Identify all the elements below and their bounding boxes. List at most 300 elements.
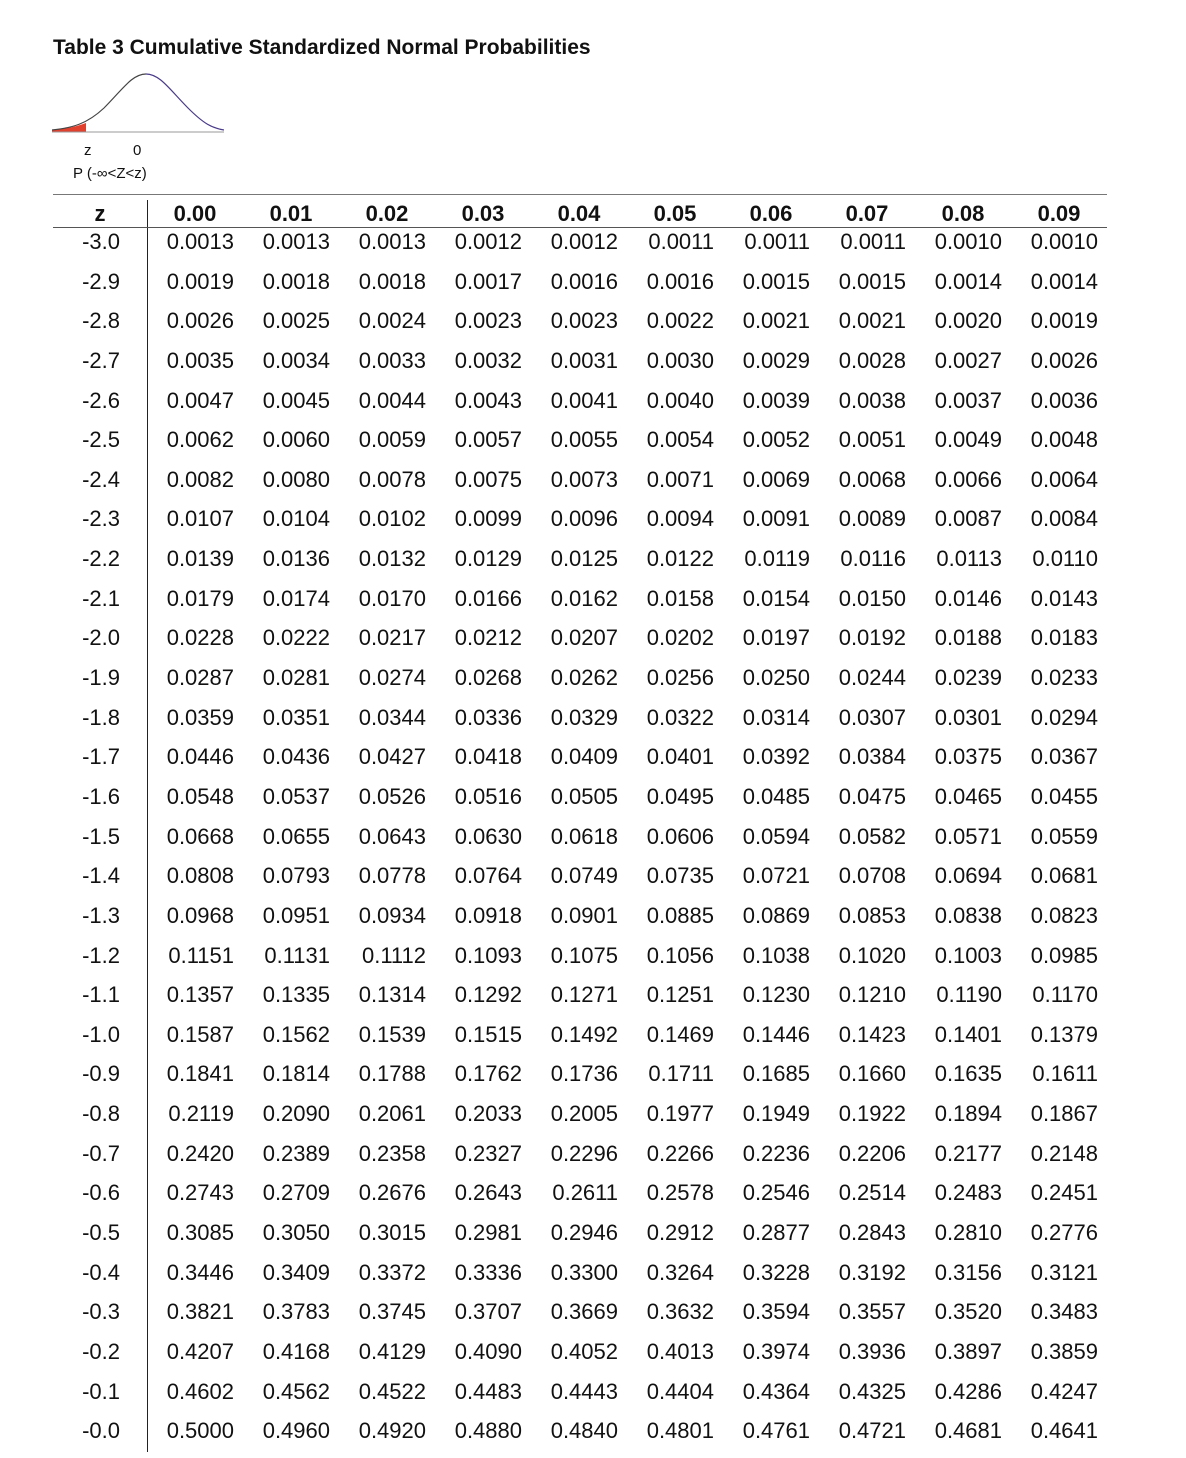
probability-table [0,229,1186,1458]
probability-cell: 0.2514 [838,1180,906,1206]
probability-cell: 0.1170 [1032,982,1098,1008]
table-row [0,1061,1186,1101]
probability-cell: 0.0359 [166,704,234,730]
probability-cell: 0.0062 [166,427,234,453]
probability-cell: 0.0618 [550,823,618,849]
probability-cell: 0.0084 [1030,506,1098,532]
probability-cell: 0.0012 [454,229,522,254]
probability-cell: 0.0668 [166,823,234,849]
probability-cell: 0.0011 [648,229,714,254]
probability-cell: 0.0192 [838,625,906,651]
probability-cell: 0.2206 [838,1140,906,1166]
probability-cell: 0.0901 [550,902,618,928]
probability-cell: 0.3859 [1030,1338,1098,1364]
probability-cell: 0.1075 [550,942,618,968]
probability-cell: 0.0136 [262,546,330,572]
probability-cell: 0.2709 [262,1180,330,1206]
probability-cell: 0.3121 [1030,1259,1098,1285]
probability-cell: 0.0162 [550,585,618,611]
probability-cell: 0.2266 [646,1140,714,1166]
column-header: 0.03 [461,201,505,226]
probability-cell: 0.1515 [454,1021,522,1047]
probability-cell: 0.0301 [934,704,1002,730]
probability-cell: 0.0526 [358,783,426,809]
probability-cell: 0.4801 [646,1418,714,1444]
probability-cell: 0.4641 [1030,1418,1098,1444]
curve-right [146,74,224,130]
probability-cell: 0.3974 [742,1338,810,1364]
probability-cell: 0.0968 [166,902,234,928]
probability-cell: 0.3085 [166,1220,234,1246]
probability-cell: 0.0207 [550,625,618,651]
normal-curve-figure [52,72,224,136]
probability-cell: 0.0107 [166,506,234,532]
probability-cell: 0.0274 [358,665,426,691]
probability-cell: 0.0571 [934,823,1002,849]
probability-cell: 0.3632 [646,1299,714,1325]
probability-cell: 0.0329 [550,704,618,730]
probability-cell: 0.0485 [742,783,810,809]
probability-cell: 0.1841 [166,1061,234,1087]
probability-cell: 0.2981 [454,1220,522,1246]
z-value: -0.7 [82,1140,120,1166]
probability-cell: 0.4404 [646,1378,714,1404]
probability-cell: 0.2611 [552,1180,618,1206]
probability-cell: 0.0057 [454,427,522,453]
probability-cell: 0.0132 [358,546,426,572]
probability-cell: 0.0375 [934,744,1002,770]
z-value: -1.7 [82,744,120,770]
probability-cell: 0.0045 [262,387,330,413]
probability-cell: 0.3264 [646,1259,714,1285]
probability-cell: 0.0011 [744,229,810,254]
figure-probability-label: P (-∞<Z<z) [73,165,147,182]
probability-cell: 0.0869 [742,902,810,928]
probability-cell: 0.0026 [1030,347,1098,373]
probability-cell: 0.0043 [454,387,522,413]
probability-cell: 0.0116 [840,546,906,572]
probability-cell: 0.0606 [646,823,714,849]
probability-cell: 0.2810 [934,1220,1002,1246]
probability-cell: 0.0166 [454,585,522,611]
probability-cell: 0.0202 [646,625,714,651]
probability-cell: 0.0048 [1030,427,1098,453]
probability-cell: 0.0336 [454,704,522,730]
probability-cell: 0.0018 [262,268,330,294]
probability-cell: 0.0287 [166,665,234,691]
probability-cell: 0.1894 [934,1101,1002,1127]
probability-cell: 0.0096 [550,506,618,532]
probability-cell: 0.4325 [838,1378,906,1404]
probability-cell: 0.0505 [550,783,618,809]
table-row [0,546,1186,586]
probability-cell: 0.4681 [934,1418,1002,1444]
probability-cell: 0.0014 [934,268,1002,294]
probability-cell: 0.2546 [742,1180,810,1206]
probability-cell: 0.0281 [262,665,330,691]
probability-cell: 0.0262 [550,665,618,691]
table-row [0,824,1186,864]
probability-cell: 0.1423 [838,1021,906,1047]
probability-cell: 0.0351 [262,704,330,730]
probability-cell: 0.4129 [358,1338,426,1364]
probability-cell: 0.4602 [166,1378,234,1404]
probability-cell: 0.1230 [742,982,810,1008]
probability-cell: 0.0087 [934,506,1002,532]
probability-cell: 0.0475 [838,783,906,809]
probability-cell: 0.2912 [646,1220,714,1246]
column-header: 0.08 [941,201,985,226]
probability-cell: 0.3483 [1030,1299,1098,1325]
probability-cell: 0.0073 [550,466,618,492]
probability-cell: 0.0367 [1030,744,1098,770]
probability-cell: 0.0314 [742,704,810,730]
probability-cell: 0.4960 [262,1418,330,1444]
probability-cell: 0.0075 [454,466,522,492]
probability-cell: 0.0040 [646,387,714,413]
probability-cell: 0.0655 [262,823,330,849]
probability-cell: 0.1660 [838,1061,906,1087]
table-row [0,744,1186,784]
probability-cell: 0.0418 [454,744,522,770]
probability-cell: 0.0013 [262,229,330,254]
probability-cell: 0.4721 [838,1418,906,1444]
probability-cell: 0.4286 [934,1378,1002,1404]
probability-cell: 0.1038 [742,942,810,968]
z-value: -0.2 [82,1338,120,1364]
probability-cell: 0.0030 [646,347,714,373]
probability-cell: 0.2358 [358,1140,426,1166]
probability-cell: 0.2327 [454,1140,522,1166]
probability-cell: 0.4562 [262,1378,330,1404]
probability-cell: 0.0091 [742,506,810,532]
probability-cell: 0.0022 [646,308,714,334]
probability-cell: 0.2483 [934,1180,1002,1206]
probability-cell: 0.0099 [454,506,522,532]
probability-cell: 0.1788 [358,1061,426,1087]
probability-cell: 0.0037 [934,387,1002,413]
probability-cell: 0.2946 [550,1220,618,1246]
probability-cell: 0.0823 [1030,902,1098,928]
probability-cell: 0.0082 [166,466,234,492]
probability-cell: 0.0039 [742,387,810,413]
table-row [0,982,1186,1022]
probability-cell: 0.1922 [838,1101,906,1127]
probability-cell: 0.0089 [838,506,906,532]
column-header: 0.07 [845,201,889,226]
probability-cell: 0.4483 [454,1378,522,1404]
probability-cell: 0.0183 [1030,625,1098,651]
probability-cell: 0.0094 [646,506,714,532]
z-value: -2.5 [82,427,120,453]
probability-cell: 0.1736 [550,1061,618,1087]
probability-cell: 0.2420 [166,1140,234,1166]
probability-cell: 0.0838 [934,902,1002,928]
probability-cell: 0.2843 [838,1220,906,1246]
table-row [0,586,1186,626]
probability-cell: 0.3936 [838,1338,906,1364]
probability-cell: 0.3594 [742,1299,810,1325]
figure-zero-label: 0 [133,142,142,159]
probability-cell: 0.0129 [454,546,522,572]
table-row [0,1141,1186,1181]
table-row [0,863,1186,903]
probability-cell: 0.0047 [166,387,234,413]
probability-cell: 0.0055 [550,427,618,453]
header-z: z [94,201,106,226]
probability-cell: 0.0778 [358,863,426,889]
probability-cell: 0.0020 [934,308,1002,334]
probability-cell: 0.1379 [1030,1021,1098,1047]
probability-cell: 0.0139 [166,546,234,572]
probability-cell: 0.0102 [358,506,426,532]
probability-cell: 0.0294 [1030,704,1098,730]
probability-cell: 0.2776 [1030,1220,1098,1246]
probability-cell: 0.3015 [358,1220,426,1246]
probability-cell: 0.0495 [646,783,714,809]
probability-cell: 0.0059 [358,427,426,453]
probability-cell: 0.0025 [262,308,330,334]
probability-cell: 0.0681 [1030,863,1098,889]
probability-cell: 0.0038 [838,387,906,413]
probability-cell: 0.0749 [550,863,618,889]
probability-cell: 0.3228 [742,1259,810,1285]
probability-cell: 0.0735 [646,863,714,889]
probability-cell: 0.0012 [550,229,618,254]
table-row [0,1379,1186,1419]
probability-cell: 0.3156 [934,1259,1002,1285]
probability-cell: 0.4840 [550,1418,618,1444]
probability-cell: 0.1977 [646,1101,714,1127]
table-row [0,784,1186,824]
probability-cell: 0.3821 [166,1299,234,1325]
probability-cell: 0.0918 [454,902,522,928]
z-value: -0.3 [82,1299,120,1325]
probability-cell: 0.1762 [454,1061,522,1087]
column-header: 0.02 [365,201,409,226]
probability-cell: 0.1587 [166,1021,234,1047]
probability-cell: 0.0011 [840,229,906,254]
probability-cell: 0.3745 [358,1299,426,1325]
probability-cell: 0.1357 [166,982,234,1008]
probability-cell: 0.0026 [166,308,234,334]
probability-cell: 0.2148 [1030,1140,1098,1166]
probability-cell: 0.1949 [742,1101,810,1127]
probability-cell: 0.0125 [550,546,618,572]
probability-cell: 0.0049 [934,427,1002,453]
z-value: -0.4 [82,1259,120,1285]
z-value: -2.9 [82,268,120,294]
probability-cell: 0.0808 [166,863,234,889]
probability-cell: 0.3192 [838,1259,906,1285]
probability-cell: 0.0034 [262,347,330,373]
table-row [0,665,1186,705]
table-header-rule [53,227,1107,228]
probability-cell: 0.0188 [934,625,1002,651]
probability-cell: 0.2005 [550,1101,618,1127]
probability-cell: 0.0233 [1030,665,1098,691]
probability-cell: 0.3050 [262,1220,330,1246]
probability-cell: 0.0985 [1030,942,1098,968]
probability-cell: 0.2389 [262,1140,330,1166]
probability-cell: 0.1056 [646,942,714,968]
z-value: -2.3 [82,506,120,532]
probability-cell: 0.4207 [166,1338,234,1364]
probability-cell: 0.4013 [646,1338,714,1364]
probability-cell: 0.0023 [550,308,618,334]
probability-cell: 0.0014 [1030,268,1098,294]
probability-cell: 0.0021 [838,308,906,334]
probability-cell: 0.3897 [934,1338,1002,1364]
probability-cell: 0.0594 [742,823,810,849]
probability-cell: 0.4052 [550,1338,618,1364]
probability-cell: 0.0054 [646,427,714,453]
probability-cell: 0.0069 [742,466,810,492]
probability-cell: 0.0307 [838,704,906,730]
column-header: 0.06 [749,201,793,226]
probability-cell: 0.2090 [262,1101,330,1127]
probability-cell: 0.1093 [454,942,522,968]
table-row [0,467,1186,507]
probability-cell: 0.0013 [358,229,426,254]
probability-cell: 0.2061 [358,1101,426,1127]
z-value: -0.6 [82,1180,120,1206]
probability-cell: 0.0016 [646,268,714,294]
probability-cell: 0.0064 [1030,466,1098,492]
probability-cell: 0.0582 [838,823,906,849]
column-header: 0.04 [557,201,601,226]
z-value: -1.4 [82,863,120,889]
probability-cell: 0.4090 [454,1338,522,1364]
probability-cell: 0.0036 [1030,387,1098,413]
probability-cell: 0.0052 [742,427,810,453]
z-value: -1.6 [82,783,120,809]
probability-cell: 0.0146 [934,585,1002,611]
probability-cell: 0.0516 [454,783,522,809]
probability-cell: 0.0244 [838,665,906,691]
probability-cell: 0.0853 [838,902,906,928]
probability-cell: 0.4247 [1030,1378,1098,1404]
probability-cell: 0.0110 [1032,546,1098,572]
probability-cell: 0.0015 [742,268,810,294]
probability-cell: 0.0033 [358,347,426,373]
z-value: -1.2 [82,942,120,968]
probability-cell: 0.0150 [838,585,906,611]
probability-cell: 0.0021 [742,308,810,334]
probability-cell: 0.0217 [358,625,426,651]
probability-cell: 0.0031 [550,347,618,373]
probability-cell: 0.0465 [934,783,1002,809]
probability-cell: 0.3372 [358,1259,426,1285]
probability-cell: 0.0035 [166,347,234,373]
probability-cell: 0.0212 [454,625,522,651]
probability-cell: 0.0066 [934,466,1002,492]
probability-cell: 0.1711 [648,1061,714,1087]
probability-cell: 0.0322 [646,704,714,730]
probability-cell: 0.1492 [550,1021,618,1047]
probability-cell: 0.1112 [361,942,426,968]
probability-cell: 0.1562 [262,1021,330,1047]
probability-cell: 0.0793 [262,863,330,889]
probability-cell: 0.0068 [838,466,906,492]
table-row [0,308,1186,348]
probability-cell: 0.0104 [262,506,330,532]
z-value: -1.5 [82,823,120,849]
probability-cell: 0.0019 [166,268,234,294]
probability-cell: 0.0122 [646,546,714,572]
probability-cell: 0.1131 [264,942,330,968]
z-value: -3.0 [82,229,120,254]
probability-cell: 0.1611 [1032,1061,1098,1087]
probability-cell: 0.0934 [358,902,426,928]
table-row [0,1260,1186,1300]
probability-cell: 0.1685 [742,1061,810,1087]
probability-cell: 0.1251 [646,982,714,1008]
table-row [0,427,1186,467]
probability-cell: 0.0041 [550,387,618,413]
probability-cell: 0.4522 [358,1378,426,1404]
probability-cell: 0.0179 [166,585,234,611]
probability-cell: 0.0071 [646,466,714,492]
probability-cell: 0.0060 [262,427,330,453]
probability-cell: 0.0028 [838,347,906,373]
probability-cell: 0.1635 [934,1061,1002,1087]
probability-cell: 0.0239 [934,665,1002,691]
probability-cell: 0.0174 [262,585,330,611]
table-row [0,1022,1186,1062]
probability-cell: 0.0044 [358,387,426,413]
z-value: -0.1 [82,1378,120,1404]
probability-cell: 0.0154 [742,585,810,611]
probability-cell: 0.0143 [1030,585,1098,611]
probability-cell: 0.0197 [742,625,810,651]
probability-cell: 0.0170 [358,585,426,611]
probability-cell: 0.0401 [646,744,714,770]
table-row [0,1339,1186,1379]
probability-cell: 0.2743 [166,1180,234,1206]
probability-cell: 0.0951 [262,902,330,928]
table-row [0,1220,1186,1260]
z-value: -0.0 [82,1418,120,1444]
probability-cell: 0.5000 [166,1418,234,1444]
z-value: -2.0 [82,625,120,651]
probability-cell: 0.0537 [262,783,330,809]
probability-cell: 0.4364 [742,1378,810,1404]
probability-cell: 0.0032 [454,347,522,373]
z-value: -1.8 [82,704,120,730]
probability-cell: 0.1020 [838,942,906,968]
probability-cell: 0.2643 [454,1180,522,1206]
probability-cell: 0.3783 [262,1299,330,1325]
probability-cell: 0.0027 [934,347,1002,373]
probability-cell: 0.4880 [454,1418,522,1444]
probability-cell: 0.0029 [742,347,810,373]
table-row [0,1299,1186,1339]
probability-cell: 0.0024 [358,308,426,334]
z-value: -1.0 [82,1021,120,1047]
table-row [0,388,1186,428]
table-row [0,625,1186,665]
curve-left [52,74,146,130]
probability-cell: 0.2236 [742,1140,810,1166]
probability-cell: 0.3557 [838,1299,906,1325]
probability-cell: 0.4761 [742,1418,810,1444]
probability-cell: 0.0018 [358,268,426,294]
probability-cell: 0.0409 [550,744,618,770]
probability-cell: 0.0222 [262,625,330,651]
probability-cell: 0.1814 [262,1061,330,1087]
probability-cell: 0.4920 [358,1418,426,1444]
